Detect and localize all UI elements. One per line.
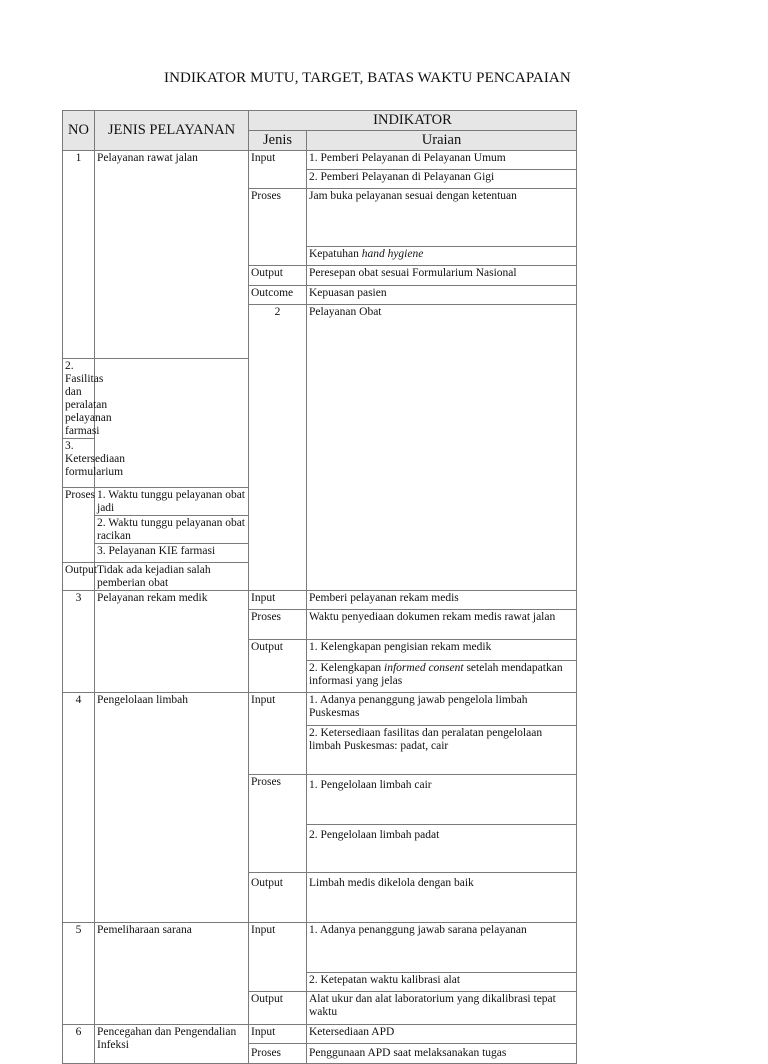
indicator-description: Peresepan obat sesuai Formularium Nasional — [307, 266, 577, 286]
table-row — [63, 1025, 577, 1044]
indicator-type: Output — [249, 992, 307, 1025]
indicator-description: 3. Pelayanan KIE farmasi — [95, 544, 249, 563]
indicator-description: Ketersediaan APD — [307, 1025, 577, 1044]
table-row — [63, 923, 577, 973]
indicator-description: 2. Ketersediaan fasilitas dan peralatan pengelolaan limbah Puskesmas: padat, cair — [307, 726, 577, 775]
indicator-type: Input — [249, 693, 307, 775]
description-text: 2. Kelengkapan — [309, 662, 385, 674]
indicator-description: 2. Fasilitas dan peralatan pelayanan farmasi — [63, 359, 95, 439]
service-name: Pencegahan dan Pengendalian Infeksi — [95, 1025, 249, 1064]
indicator-type: Output — [249, 640, 307, 693]
document-title: INDIKATOR MUTU, TARGET, BATAS WAKTU PENCAPAIAN — [164, 70, 571, 86]
row-number: 1 — [63, 151, 95, 359]
service-name: Pelayanan rawat jalan — [95, 151, 249, 359]
indicator-description: Tidak ada kejadian salah pemberian obat — [95, 563, 249, 591]
indicator-type: Proses — [249, 610, 307, 640]
table-header-row — [63, 111, 577, 131]
indicator-description: 1. Adanya penanggung jawab pengelola limbah Puskesmas — [307, 693, 577, 726]
indicator-type: Input — [249, 151, 307, 189]
indicator-description: 2. Pemberi Pelayanan di Pelayanan Gigi — [307, 170, 577, 189]
indicator-type: Proses — [249, 1044, 307, 1064]
header-no: NO — [63, 111, 95, 151]
indicator-description: Waktu penyediaan dokumen rekam medis rawat jalan — [307, 610, 577, 640]
indicator-description: Penggunaan APD saat melaksanakan tugas — [307, 1044, 577, 1064]
description-text: Kepatuhan — [309, 248, 362, 260]
service-name: Pengelolaan limbah — [95, 693, 249, 923]
indicator-type: Output — [249, 266, 307, 286]
indicator-description: 1. Pemberi Pelayanan di Pelayanan Umum — [307, 151, 577, 170]
header-jenis: Jenis — [249, 131, 307, 151]
indicator-type: Input — [249, 1025, 307, 1044]
indicator-description: Alat ukur dan alat laboratorium yang dikalibrasi tepat waktu — [307, 992, 577, 1025]
header-jenis-pelayanan: JENIS PELAYANAN — [95, 111, 249, 151]
indicator-description: Pemberi pelayanan rekam medis — [307, 591, 577, 610]
header-uraian: Uraian — [307, 131, 577, 151]
indicator-type: Proses — [249, 189, 307, 266]
row-number: 6 — [63, 1025, 95, 1064]
indicator-type: Input — [249, 591, 307, 610]
indicator-description: 1. Waktu tunggu pelayanan obat jadi — [95, 488, 249, 516]
row-number: 4 — [63, 693, 95, 923]
indicator-description: Limbah medis dikelola dengan baik — [307, 873, 577, 923]
indicator-description — [307, 661, 577, 693]
indicator-type: Output — [249, 873, 307, 923]
row-number: 2 — [249, 305, 307, 591]
indicator-type: Proses — [249, 775, 307, 873]
table-row — [63, 591, 577, 610]
indicator-type: Input — [249, 923, 307, 992]
indicator-description: 1. Pengelolaan limbah cair — [307, 775, 577, 825]
indicator-type: Proses — [63, 488, 95, 563]
row-number: 5 — [63, 923, 95, 1025]
description-italic-term: hand hygiene — [361, 248, 424, 260]
indicator-description: Jam buka pelayanan sesuai dengan ketentuan — [307, 189, 577, 247]
indicator-type: Output — [63, 563, 95, 591]
header-indikator: INDIKATOR — [249, 111, 577, 131]
row-number: 3 — [63, 591, 95, 693]
indicator-description: Kepuasan pasien — [307, 286, 577, 305]
indicator-description: 3. Ketersediaan formularium — [63, 439, 95, 488]
indicator-description: 2. Pengelolaan limbah padat — [307, 825, 577, 873]
service-name: Pemeliharaan sarana — [95, 923, 249, 1025]
indicator-description: 1. Kelengkapan pengisian rekam medik — [307, 640, 577, 661]
table-row — [63, 151, 577, 170]
description-text: setelah mendapatkan informasi yang jelas — [309, 662, 563, 687]
indicator-table — [62, 110, 577, 1064]
indicator-description: 2. Waktu tunggu pelayanan obat racikan — [95, 516, 249, 544]
service-name: Pelayanan Obat — [307, 305, 577, 591]
service-name: Pelayanan rekam medik — [95, 591, 249, 693]
table-row — [63, 693, 577, 726]
description-italic-term: informed consent — [384, 662, 464, 674]
indicator-type: Outcome — [249, 286, 307, 305]
indicator-description: 1. Adanya penanggung jawab sarana pelayanan — [307, 923, 577, 973]
indicator-description — [307, 247, 577, 266]
indicator-description: 2. Ketepatan waktu kalibrasi alat — [307, 973, 577, 992]
